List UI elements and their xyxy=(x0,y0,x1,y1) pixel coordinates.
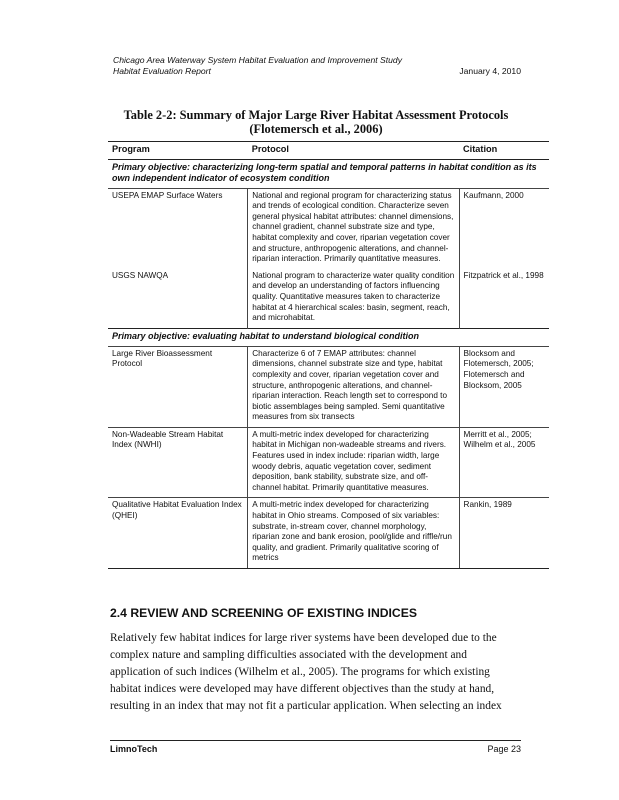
table-row xyxy=(108,188,549,269)
program-cell: Non-Wadeable Stream Habitat Index (NWHI) xyxy=(108,427,248,498)
header-report-title: Habitat Evaluation Report xyxy=(113,66,211,76)
paragraph-line: resulting in an index that may not fit a particular application. When selecting an index xyxy=(110,700,502,712)
column-header-protocol: Protocol xyxy=(248,142,459,160)
paragraph-line: application of such indices (Wilhelm et al., 2005). The programs for which existing xyxy=(110,666,490,678)
protocol-cell: A multi-metric index developed for characterizing habitat in Ohio streams. Composed of six variables: substrate, in-stream cover, channel morphology, riparian zone and bank erosion, pool/glide and riffle/run quality, and gradient. Primarily qualitative scoring of metrics xyxy=(248,498,459,569)
program-cell: Qualitative Habitat Evaluation Index (QHEI) xyxy=(108,498,248,569)
protocol-cell: National program to characterize water quality condition and develop an understanding of factors influencing quality. Quantitative measures taken to characterize habitat at 4 hierarchical scales: basin, segment, reach, and microhabitat. xyxy=(248,269,459,328)
table-header-row xyxy=(108,142,549,160)
protocol-cell: Characterize 6 of 7 EMAP attributes: channel dimensions, channel substrate size and type, habitat complexity and cover, riparian vegetation cover and structure, anthropogenic alterations, and channel-riparian interaction. Reach length set to correspond to biotic assemblages being sampled. Semi quantitative measures from six transects xyxy=(248,346,459,427)
table-caption xyxy=(110,108,522,136)
paragraph-line: Relatively few habitat indices for large river systems have been developed due to the xyxy=(110,632,497,644)
table-caption-line1: Table 2-2: Summary of Major Large River Habitat Assessment Protocols xyxy=(123,108,509,122)
paragraph-line: habitat indices were developed may have different objectives than the study at hand, xyxy=(110,683,495,695)
footer-company: LimnoTech xyxy=(110,744,158,754)
program-cell: USEPA EMAP Surface Waters xyxy=(108,188,248,269)
objective-text: Primary objective: evaluating habitat to understand biological condition xyxy=(108,328,549,346)
protocol-cell: A multi-metric index developed for characterizing habitat in Michigan non-wadeable streams and rivers. Features used in index include: riparian width, large woody debris, aquatic vegetation cover, sediment deposition, bank stability, substrate size, and off-channel habitat. Primarily quantitative measures. xyxy=(248,427,459,498)
table-caption-line2: (Flotemersch et al., 2006) xyxy=(249,122,383,136)
citation-cell: Rankin, 1989 xyxy=(459,498,549,569)
column-header-program: Program xyxy=(108,142,248,160)
table-row xyxy=(108,498,549,569)
section-heading: 2.4 REVIEW AND SCREENING OF EXISTING INDICES xyxy=(110,606,417,620)
citation-cell: Merritt et al., 2005; Wilhelm et al., 2005 xyxy=(459,427,549,498)
citation-cell: Blocksom and Flotemersch, 2005; Flotemersch and Blocksom, 2005 xyxy=(459,346,549,427)
table-row xyxy=(108,269,549,328)
program-cell: USGS NAWQA xyxy=(108,269,248,328)
header-date: January 4, 2010 xyxy=(459,66,521,76)
protocol-cell: National and regional program for characterizing status and trends of ecological condition. Characterize seven general physical habitat attributes: channel dimensions, channel gradient, channel substrate size and type, habitat complexity and cover, riparian vegetation cover and structure, anthropogenic alterations, and channel-riparian interaction. Primarily quantitative measures. xyxy=(248,188,459,269)
program-cell: Large River Bioassessment Protocol xyxy=(108,346,248,427)
paragraph-line: complex nature and sampling difficulties associated with the development and xyxy=(110,649,467,661)
objective-row xyxy=(108,159,549,188)
column-header-citation: Citation xyxy=(459,142,549,160)
citation-cell: Kaufmann, 2000 xyxy=(459,188,549,269)
running-header xyxy=(113,55,521,77)
footer-page-number: Page 23 xyxy=(487,744,521,754)
page-footer xyxy=(110,740,521,754)
objective-text: Primary objective: characterizing long-term spatial and temporal patterns in habitat condition as its own independent indicator of ecosystem condition xyxy=(108,159,549,188)
protocols-table xyxy=(108,141,549,569)
citation-cell: Fitzpatrick et al., 1998 xyxy=(463,270,544,280)
header-study-title: Chicago Area Waterway System Habitat Evaluation and Improvement Study xyxy=(113,55,402,65)
table-row xyxy=(108,427,549,498)
section-paragraph xyxy=(110,630,518,715)
table-row xyxy=(108,346,549,427)
objective-row xyxy=(108,328,549,346)
